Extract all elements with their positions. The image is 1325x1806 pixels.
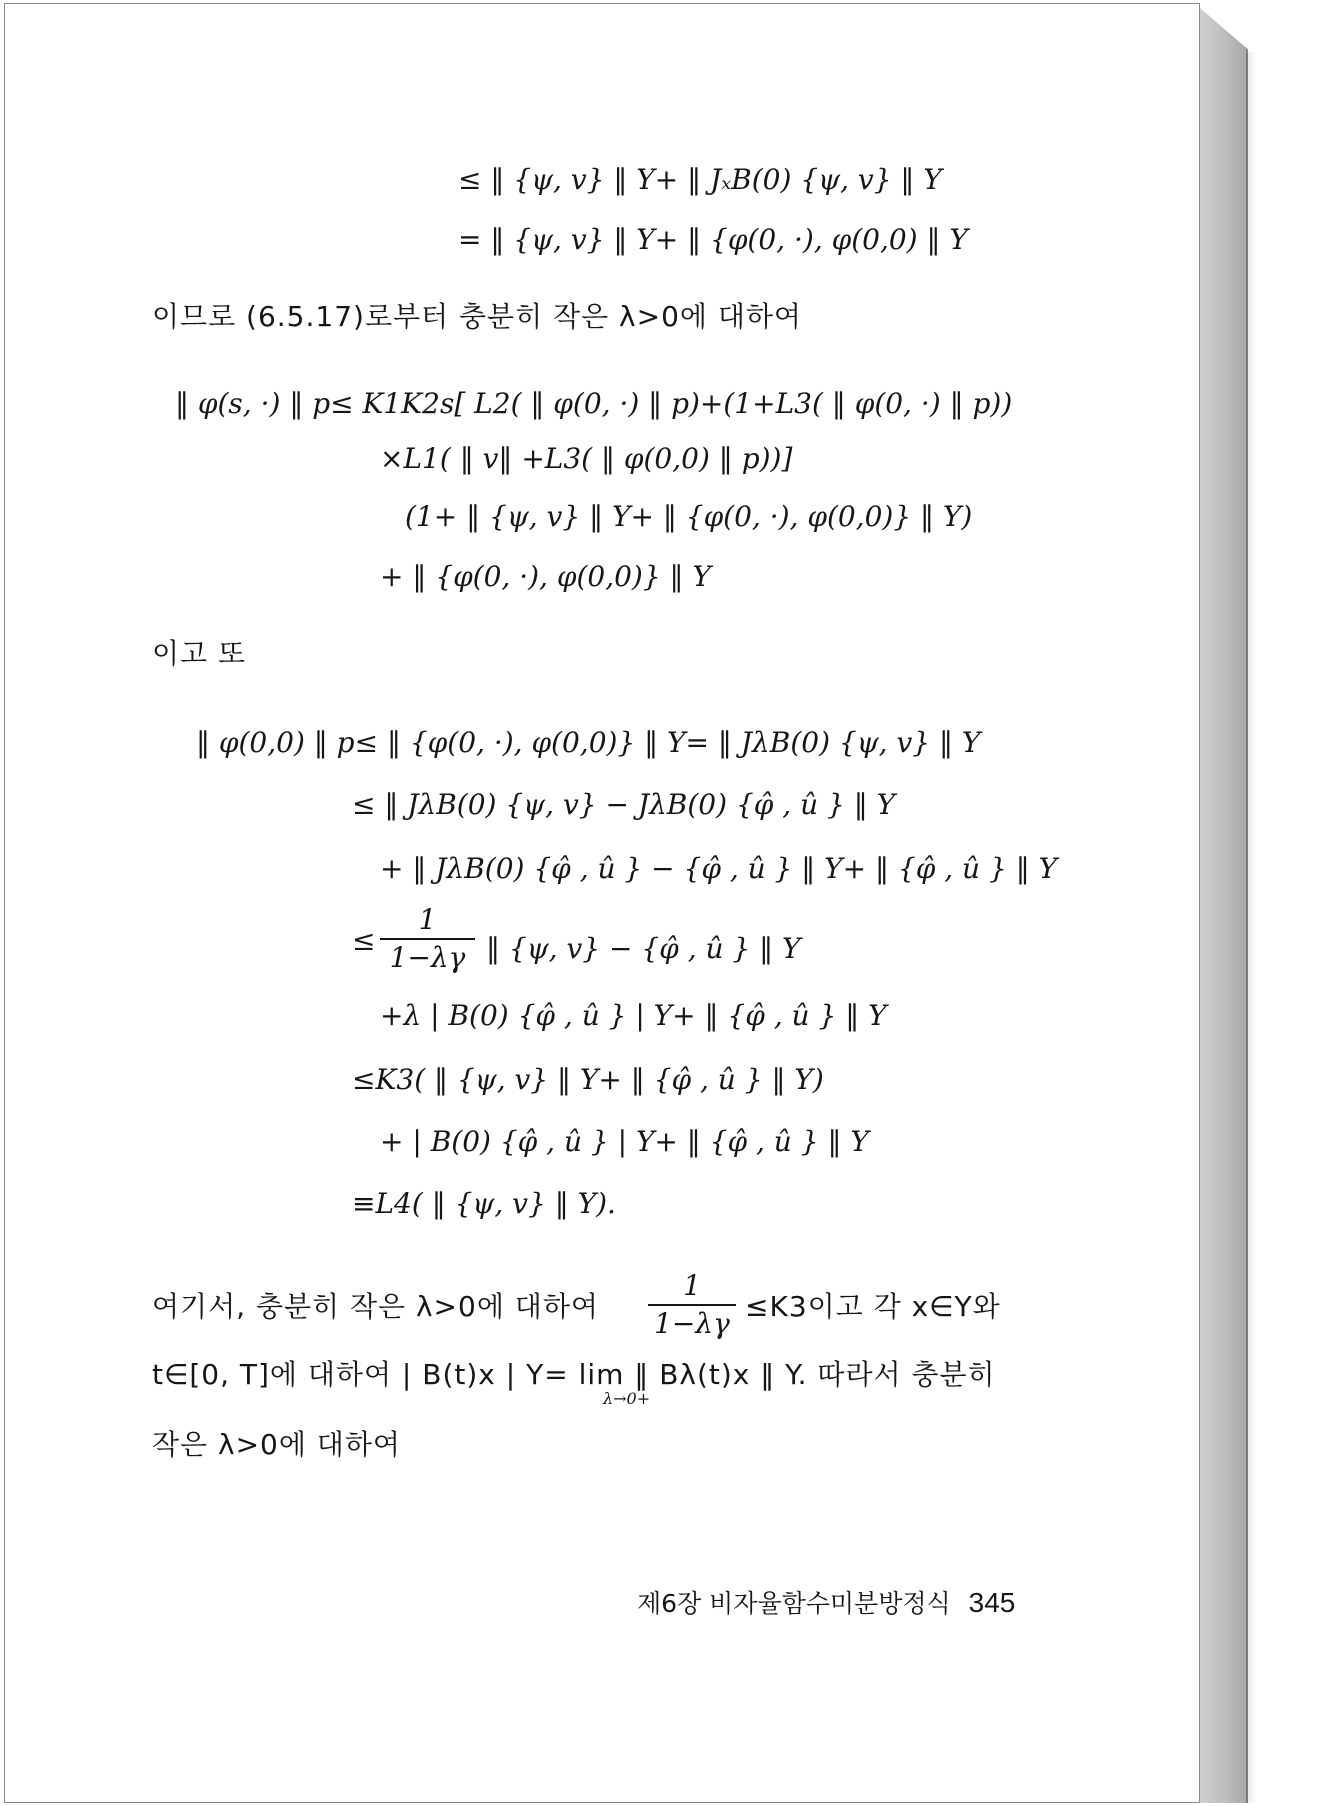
inline-fraction — [648, 1270, 736, 1340]
fraction-numerator: 1 — [418, 903, 437, 936]
page-shadow — [1246, 52, 1256, 1803]
page-footer — [637, 1584, 1015, 1620]
fraction-denominator: 1−λγ — [654, 1307, 730, 1340]
chapter-title: 제6장 비자율함수미분방정식 — [637, 1589, 951, 1618]
equation-line: ‖ φ(0,0) ‖ p≤ ‖ {φ(0, ·), φ(0,0)} ‖ Y= ‖ JλB(0) {ψ, v} ‖ Y — [196, 726, 981, 759]
equation-line: + | B(0) {φ̂ , û } | Y+ ‖ {φ̂ , û } ‖ Y — [380, 1125, 869, 1158]
paragraph-text: t∈[0, T]에 대하여 | B(t)x | Y= lim ‖ Bλ(t)x ‖ Y. 따라서 충분히 — [152, 1358, 996, 1391]
fraction-denominator: 1−λγ — [389, 941, 466, 974]
equation-line: (1+ ‖ {ψ, v} ‖ Y+ ‖ {φ(0, ·), φ(0,0)} ‖ Y) — [405, 500, 973, 533]
paragraph-text: 이고 또 — [152, 637, 247, 670]
page-edge-stack — [1200, 8, 1248, 1803]
equation-line: ×L1( ‖ v‖ +L3( ‖ φ(0,0) ‖ p))] — [380, 442, 793, 475]
page-number: 345 — [968, 1587, 1016, 1618]
fraction-bar — [380, 938, 475, 940]
paragraph-text: 여기서, 충분히 작은 λ>0에 대하여 — [152, 1290, 599, 1323]
equation-line: ‖ φ(s, ·) ‖ p≤ K1K2s[ L2( ‖ φ(0, ·) ‖ p)+(1+L3( ‖ φ(0, ·) ‖ p)) — [175, 387, 1013, 420]
equation-line: ≤K3( ‖ {ψ, v} ‖ Y+ ‖ {φ̂ , û } ‖ Y) — [352, 1063, 824, 1096]
limit-subscript: λ→0+ — [603, 1389, 651, 1408]
paragraph-text: 작은 λ>0에 대하여 — [152, 1428, 401, 1461]
fraction-bar — [648, 1304, 736, 1306]
equation-line: + ‖ JλB(0) {φ̂ , û } − {φ̂ , û } ‖ Y+ ‖ {φ̂ , û } ‖ Y — [380, 852, 1058, 885]
equation-line: = ‖ {ψ, v} ‖ Y+ ‖ {φ(0, ·), φ(0,0) ‖ Y — [458, 223, 968, 256]
equation-line: ≤ ‖ {ψ, v} ‖ Y+ ‖ JₓB(0) {ψ, v} ‖ Y — [458, 163, 942, 196]
equation-line: ≤ ‖ JλB(0) {ψ, v} − JλB(0) {φ̂ , û } ‖ Y — [352, 788, 896, 821]
equation-line: +λ | B(0) {φ̂ , û } | Y+ ‖ {φ̂ , û } ‖ Y — [380, 999, 887, 1032]
paragraph-text: ≤K3이고 각 x∈Y와 — [745, 1290, 1001, 1323]
equation-line: + ‖ {φ(0, ·), φ(0,0)} ‖ Y — [380, 560, 711, 593]
equation-line: ≡L4( ‖ {ψ, v} ‖ Y). — [352, 1187, 616, 1220]
equation-line: ‖ {ψ, v} − {φ̂ , û } ‖ Y — [486, 932, 801, 965]
fraction-lead: ≤ — [352, 924, 376, 957]
fraction — [380, 904, 475, 974]
book-page — [4, 3, 1200, 1803]
fraction-numerator: 1 — [683, 1269, 701, 1302]
paragraph-text: 이므로 (6.5.17)로부터 충분히 작은 λ>0에 대하여 — [152, 300, 802, 333]
